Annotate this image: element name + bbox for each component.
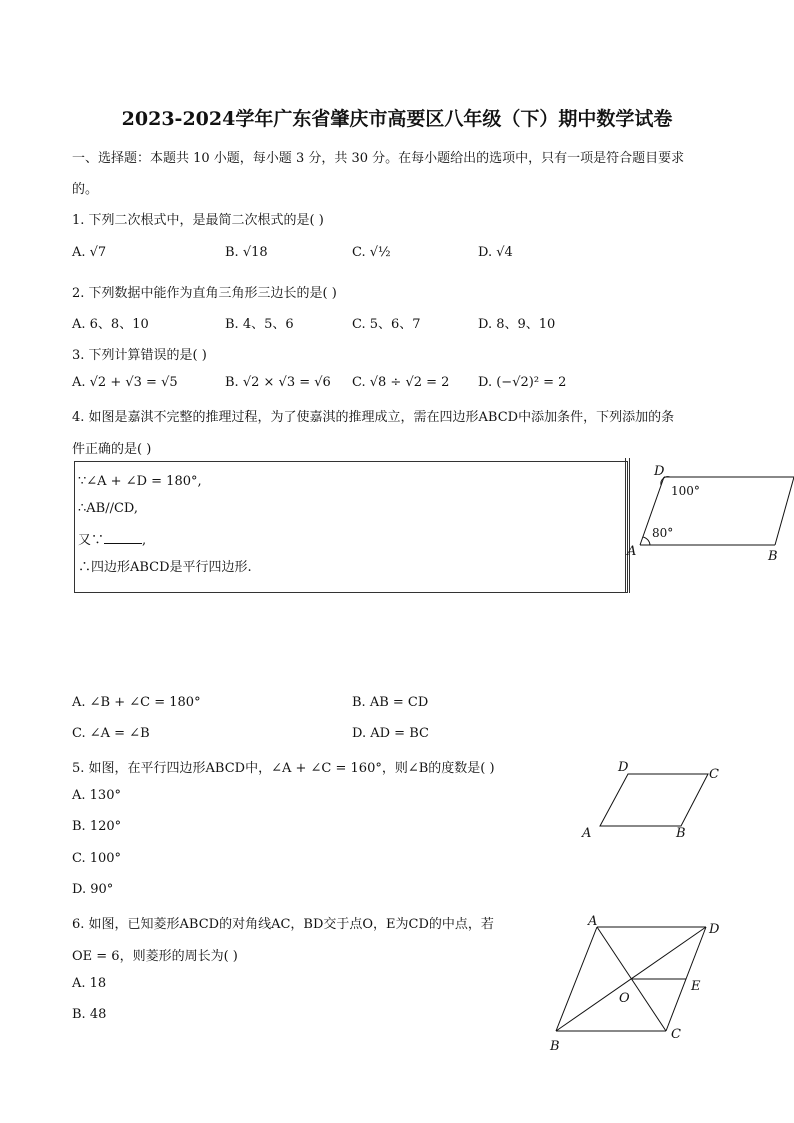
figure-q5-label-d: D [618,760,629,775]
proof-blank [104,531,142,544]
figure-q4-edge-right [775,477,794,545]
figure-q5-parallelogram [578,760,728,845]
question-6-stem-line2: OE = 6，则菱形的周长为( ) [72,949,238,964]
question-4-stem-line1: 4. 如图是嘉淇不完整的推理过程，为了使嘉淇的推理成立，需在四边形ABCD中添加条件，下列添加的条 [72,410,675,425]
question-3-option-b[interactable]: B. √2 × √3 = √6 [225,375,331,390]
figure-q4-angle-a-arc [643,537,650,545]
figure-q5-label-b: B [676,826,686,841]
figure-q6-label-b: B [550,1039,560,1054]
question-4-option-a[interactable]: A. ∠B + ∠C = 180° [72,695,201,710]
figure-q6-edge-ba [556,927,597,1031]
question-1-option-a[interactable]: A. √7 [72,245,107,260]
question-4-option-b[interactable]: B. AB = CD [352,695,429,710]
section-instructions-line1: 一、选择题：本题共 10 小题，每小题 3 分，共 30 分。在每小题给出的选项中，只有一项是符合题目要求 [72,151,685,166]
question-3-option-a[interactable]: A. √2 + √3 = √5 [72,375,178,390]
question-3-option-d[interactable]: D. (−√2)² = 2 [478,375,567,390]
figure-q6-label-c: C [671,1027,681,1042]
question-1-option-d[interactable]: D. √4 [478,245,513,260]
proof-line-3-text: 又∵ [78,533,105,548]
figure-q6-label-e: E [691,979,701,994]
proof-line-4: ∴四边形ABCD是平行四边形. [78,560,252,575]
question-4-option-c[interactable]: C. ∠A = ∠B [72,726,150,741]
question-5-option-d[interactable]: D. 90° [72,882,114,897]
question-3-stem: 3. 下列计算错误的是( ) [72,348,207,363]
question-3-option-c[interactable]: C. √8 ÷ √2 = 2 [352,375,450,390]
figure-q5-shape [600,774,708,826]
question-6-option-b[interactable]: B. 48 [72,1007,107,1022]
question-2-option-a[interactable]: A. 6、8、10 [72,317,149,332]
figure-q4-label-d: D [654,464,665,479]
question-2-option-c[interactable]: C. 5、6、7 [352,317,421,332]
figure-q4-label-b: B [768,549,778,564]
proof-line-1: ∵∠A + ∠D = 180°, [78,474,202,489]
figure-q6-label-o: O [619,991,630,1006]
question-6-option-a[interactable]: A. 18 [72,976,107,991]
question-1-stem: 1. 下列二次根式中，是最简二次根式的是( ) [72,213,324,228]
question-2-option-b[interactable]: B. 4、5、6 [225,317,294,332]
figure-q5-label-c: C [709,767,719,782]
figure-q4-angle-80: 80° [652,526,674,540]
question-5-option-c[interactable]: C. 100° [72,851,122,866]
question-5-option-b[interactable]: B. 120° [72,819,122,834]
question-6-stem-line1: 6. 如图，已知菱形ABCD的对角线AC，BD交于点O，E为CD的中点，若 [72,917,494,932]
page-title: 2023-2024学年广东省肇庆市高要区八年级（下）期中数学试卷 [121,108,673,130]
figure-q4-label-a: A [627,544,637,559]
question-2-stem: 2. 下列数据中能作为直角三角形三边长的是( ) [72,286,337,301]
figure-q4-angle-100: 100° [671,484,700,498]
question-5-option-a[interactable]: A. 130° [72,788,121,803]
question-5-stem: 5. 如图，在平行四边形ABCD中，∠A + ∠C = 160°，则∠B的度数是( ) [72,761,495,776]
question-4-stem-line2: 件正确的是( ) [72,442,152,457]
figure-q4-parallelogram [620,458,794,568]
figure-q6-label-a: A [588,914,598,929]
section-instructions-line2: 的。 [72,182,99,197]
question-2-option-d[interactable]: D. 8、9、10 [478,317,556,332]
figure-q6-rhombus [545,910,730,1060]
figure-q6-label-d: D [709,922,720,937]
question-1-option-c[interactable]: C. √½ [352,245,391,260]
proof-line-2: ∴AB//CD, [78,501,139,516]
question-1-option-b[interactable]: B. √18 [225,245,268,260]
figure-q5-label-a: A [582,826,592,841]
proof-line-3: 又∵ , [78,533,147,548]
question-4-option-d[interactable]: D. AD = BC [352,726,429,741]
